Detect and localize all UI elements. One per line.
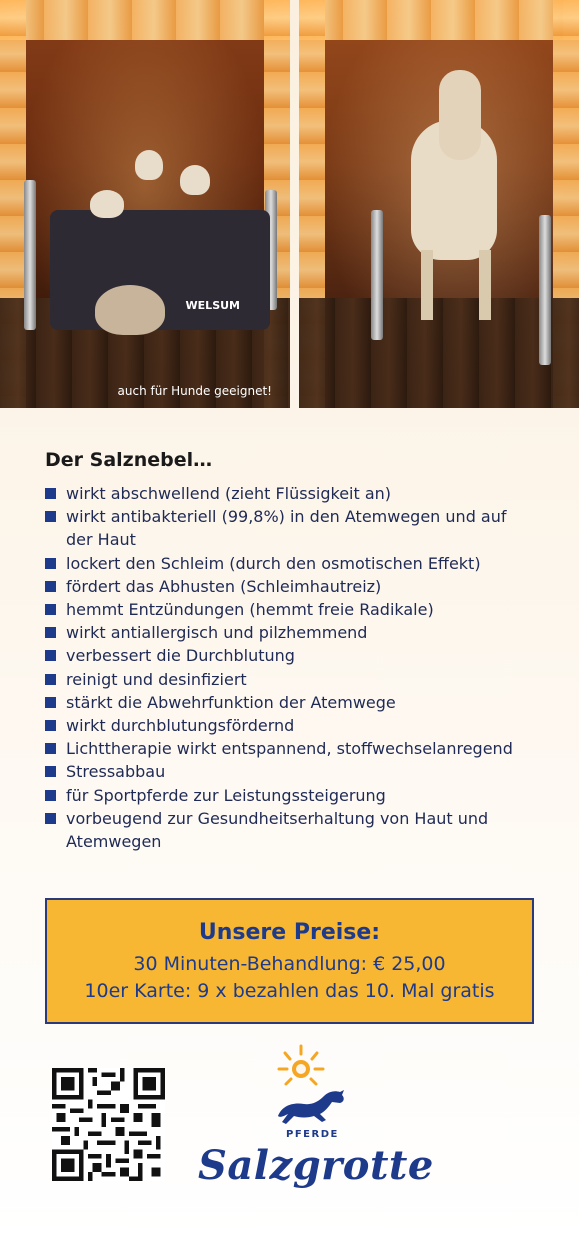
price-line-card: 10er Karte: 9 x bezahlen das 10. Mal gratis (84, 980, 495, 1002)
dog (95, 285, 165, 335)
bullet-square-icon (45, 766, 56, 777)
list-item: verbessert die Durchblutung (45, 644, 535, 667)
list-item: Lichttherapie wirkt entspannend, stoffwechselanregend (45, 737, 535, 760)
sun-icon (276, 1042, 326, 1092)
brand-logo[interactable] (198, 1042, 434, 1202)
section-heading: Der Salznebel… (45, 449, 213, 471)
logo-small-text: PFERDE (286, 1129, 339, 1140)
bullet-square-icon (45, 558, 56, 569)
list-item: hemmt Entzündungen (hemmt freie Radikale) (45, 598, 535, 621)
jumping-horse-icon (270, 1086, 350, 1130)
bullet-square-icon (45, 720, 56, 731)
bullet-square-icon (45, 813, 56, 824)
bullet-square-icon (45, 697, 56, 708)
list-item: stärkt die Abwehrfunktion der Atemwege (45, 691, 535, 714)
bullet-square-icon (45, 790, 56, 801)
list-item: wirkt durchblutungsfördernd (45, 714, 535, 737)
dog (90, 190, 124, 218)
photo-strip (0, 0, 579, 408)
blanket-label: WELSUM (185, 299, 240, 312)
list-item: Stressabbau (45, 760, 535, 783)
list-item: lockert den Schleim (durch den osmotischen Effekt) (45, 552, 535, 575)
bullet-square-icon (45, 650, 56, 661)
bullet-square-icon (45, 511, 56, 522)
bullet-square-icon (45, 627, 56, 638)
list-item: wirkt antiallergisch und pilzhemmend (45, 621, 535, 644)
list-item: wirkt antibakteriell (99,8%) in den Atemwegen und auf der Haut (45, 505, 535, 551)
dog (135, 150, 163, 180)
bullet-square-icon (45, 581, 56, 592)
price-line-single: 30 Minuten-Behandlung: € 25,00 (133, 953, 446, 975)
list-item: vorbeugend zur Gesundheitserhaltung von Haut und Atemwegen (45, 807, 535, 853)
bullet-square-icon (45, 488, 56, 499)
list-item: für Sportpferde zur Leistungssteigerung (45, 784, 535, 807)
price-box (45, 898, 534, 1024)
bullet-square-icon (45, 743, 56, 754)
logo-wordmark: Salzgrotte (198, 1142, 434, 1189)
list-item: fördert das Abhusten (Schleimhautreiz) (45, 575, 535, 598)
horse-head (439, 70, 481, 160)
qr-code-icon[interactable] (52, 1068, 165, 1181)
list-item: wirkt abschwellend (zieht Flüssigkeit an) (45, 482, 535, 505)
photo-dogs (0, 0, 290, 408)
photo-caption: auch für Hunde geeignet! (117, 384, 272, 398)
bullet-square-icon (45, 604, 56, 615)
list-item: reinigt und desinfiziert (45, 668, 535, 691)
photo-horse (299, 0, 579, 408)
bullet-square-icon (45, 674, 56, 685)
dog (180, 165, 210, 195)
benefits-list (45, 482, 535, 853)
price-title: Unsere Preise: (198, 920, 381, 945)
